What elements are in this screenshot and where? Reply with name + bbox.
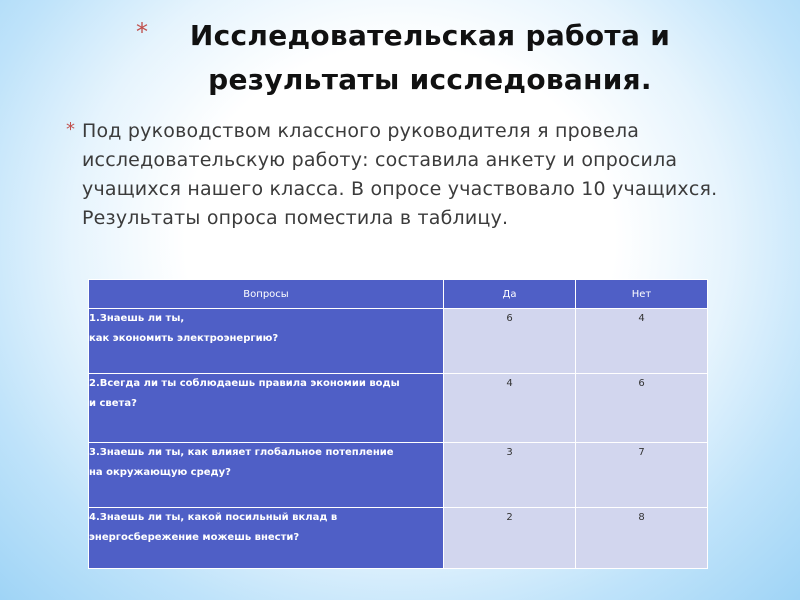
- intro-bullet-star-icon: *: [66, 119, 75, 140]
- title-line-1: Исследовательская работа и: [189, 19, 671, 52]
- question-cell: [89, 309, 444, 374]
- survey-results-table: [88, 279, 708, 569]
- question-text-line-1: 3.Знаешь ли ты, как влияет глобальное потепление: [89, 447, 394, 458]
- no-count-cell: 8: [576, 508, 708, 569]
- intro-paragraph: Под руководством классного руководителя я провела исследовательскую работу: составила анкету и опросила учащихся нашего класса. В опросе участвовало 10 учащихся. Результаты опроса поместила в таблицу.: [82, 120, 718, 229]
- question-text-line-1: 4.Знаешь ли ты, какой посильный вклад в: [89, 512, 338, 523]
- yes-count-cell: 3: [444, 443, 576, 508]
- no-count-cell: 7: [576, 443, 708, 508]
- no-count-cell: 4: [576, 309, 708, 374]
- title-line-2: результаты исследования.: [208, 63, 652, 96]
- column-header-yes: Да: [444, 280, 576, 309]
- table-row: [89, 374, 708, 443]
- question-text-line-2: энергосбережение можешь внести?: [89, 532, 300, 543]
- yes-count-cell: 4: [444, 374, 576, 443]
- table-row: [89, 309, 708, 374]
- title-bullet-star-icon: *: [136, 18, 148, 46]
- yes-count-cell: 6: [444, 309, 576, 374]
- table-header-row: [89, 280, 708, 309]
- slide-title: [136, 14, 696, 102]
- question-text-line-1: 1.Знаешь ли ты,: [89, 313, 185, 324]
- yes-count-cell: 2: [444, 508, 576, 569]
- table-row: [89, 508, 708, 569]
- question-cell: [89, 443, 444, 508]
- column-header-no: Нет: [576, 280, 708, 309]
- question-cell: [89, 374, 444, 443]
- table-row: [89, 443, 708, 508]
- question-cell: [89, 508, 444, 569]
- column-header-questions: Вопросы: [89, 280, 444, 309]
- question-text-line-2: и света?: [89, 398, 137, 409]
- page-title: [164, 14, 696, 102]
- no-count-cell: 6: [576, 374, 708, 443]
- question-text-line-2: как экономить электроэнергию?: [89, 333, 279, 344]
- question-text-line-2: на окружающую среду?: [89, 467, 231, 478]
- question-text-line-1: 2.Всегда ли ты соблюдаешь правила экономии воды: [89, 378, 400, 389]
